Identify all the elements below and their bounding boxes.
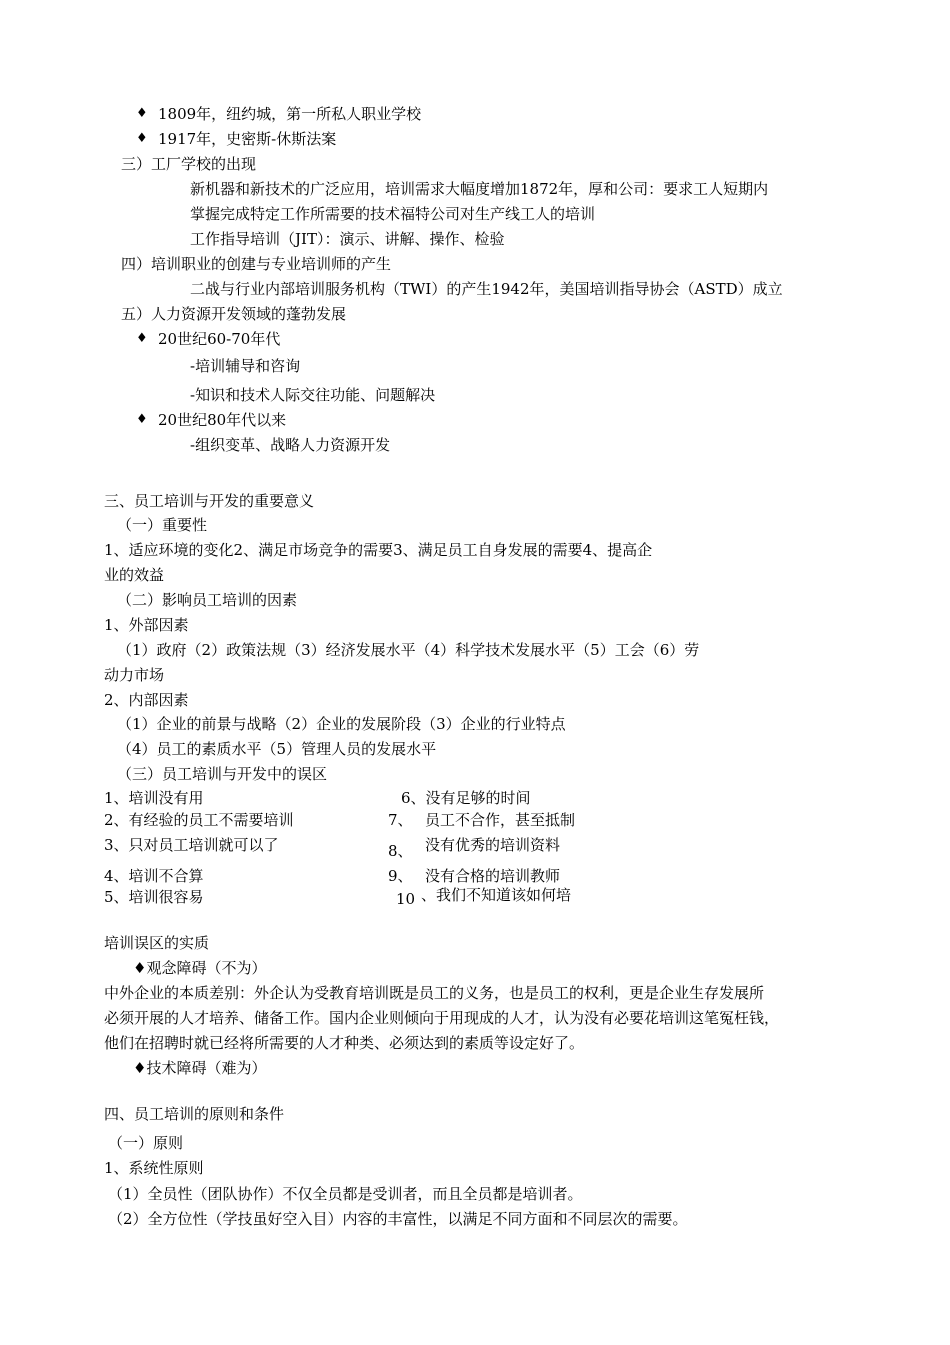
subheading-principles: （一）原则: [108, 1134, 184, 1152]
section-title: 三、员工培训与开发的重要意义: [104, 492, 315, 510]
item-internal-factors: 2、内部因素: [104, 691, 189, 709]
era-item-80s: 20世纪80年代以来: [158, 411, 287, 429]
paragraph-line: 1、适应环境的变化2、满足市场竞争的需要3、满足员工自身发展的需要4、提高企: [104, 541, 653, 559]
barrier-concept: ♦观念障碍（不为）: [133, 959, 267, 977]
misconception-item: 5、培训很容易: [104, 888, 204, 906]
bullet-icon: ♦: [136, 412, 148, 427]
misconception-item: 没有优秀的培训资料: [425, 836, 561, 854]
era-detail: -知识和技术人际交往功能、问题解决: [190, 386, 436, 404]
subheading-importance: （一）重要性: [117, 516, 208, 534]
paragraph-line: （4）员工的素质水平（5）管理人员的发展水平: [117, 740, 437, 758]
paragraph-line: 动力市场: [104, 666, 165, 684]
misconception-item: 1、培训没有用: [104, 789, 204, 807]
paragraph-line: 掌握完成特定工作所需要的技术福特公司对生产线工人的培训: [190, 205, 596, 223]
bullet-icon: ♦: [136, 331, 148, 346]
section-title: 四、员工培训的原则和条件: [104, 1105, 285, 1123]
misconception-item: 员工不合作，甚至抵制: [425, 811, 576, 829]
subheading-factors: （二）影响员工培训的因素: [117, 591, 298, 609]
era-detail: -培训辅导和咨询: [190, 357, 301, 375]
heading-hrd-development: 五）人力资源开发领域的蓬勃发展: [121, 305, 347, 323]
heading-trainer-profession: 四）培训职业的创建与专业培训师的产生: [121, 255, 392, 273]
paragraph-line: （1）政府（2）政策法规（3）经济发展水平（4）科学技术发展水平（5）工会（6）劳: [117, 641, 700, 659]
paragraph-line: 新机器和新技术的广泛应用，培训需求大幅度增加1872年，厚和公司：要求工人短期内: [190, 180, 769, 198]
misconception-number: 10: [396, 890, 416, 908]
barrier-technical: ♦技术障碍（难为）: [133, 1059, 267, 1077]
misconception-item: 、我们不知道该如何培: [421, 886, 572, 904]
misconception-item: 2、有经验的员工不需要培训: [104, 811, 294, 829]
history-item-1917: 1917年，史密斯-休斯法案: [158, 130, 337, 148]
era-detail: -组织变革、战略人力资源开发: [190, 436, 391, 454]
heading-factory-school: 三）工厂学校的出现: [121, 155, 257, 173]
paragraph-line: 业的效益: [104, 566, 165, 584]
paragraph-line: 工作指导培训（JIT）：演示、讲解、操作、检验: [190, 230, 505, 248]
misconception-item: 4、培训不合算: [104, 867, 204, 885]
bullet-icon: ♦: [136, 106, 148, 121]
misconception-number: 7、: [388, 811, 413, 829]
principle-item: 1、系统性原则: [104, 1159, 204, 1177]
misconception-number: 9、: [388, 867, 413, 885]
subheading-misconceptions: （三）员工培训与开发中的误区: [117, 765, 328, 783]
paragraph-line: 二战与行业内部培训服务机构（TWI）的产生1942年，美国培训指导协会（ASTD）成立: [190, 280, 783, 298]
heading-essence: 培训误区的实质: [104, 934, 210, 952]
misconception-number: 8、: [388, 842, 413, 860]
bullet-icon: ♦: [136, 131, 148, 146]
paragraph-line: 他们在招聘时就已经将所需要的人才种类、必须达到的素质等设定好了。: [104, 1034, 585, 1052]
paragraph-line: （2）全方位性（学技虽好空入目）内容的丰富性，以满足不同方面和不同层次的需要。: [108, 1210, 688, 1228]
paragraph-line: （1）企业的前景与战略（2）企业的发展阶段（3）企业的行业特点: [117, 715, 566, 733]
era-item-60s70s: 20世纪60-70年代: [158, 330, 281, 348]
item-external-factors: 1、外部因素: [104, 616, 189, 634]
paragraph-line: 必须开展的人才培养、储备工作。国内企业则倾向于用现成的人才，认为没有必要花培训这笔冤枉钱，: [104, 1009, 780, 1027]
misconception-item: 没有合格的培训教师: [425, 867, 561, 885]
paragraph-line: （1）全员性（团队协作）不仅全员都是受训者，而且全员都是培训者。: [108, 1185, 583, 1203]
history-item-1809: 1809年，纽约城，第一所私人职业学校: [158, 105, 422, 123]
misconception-item: 3、只对员工培训就可以了: [104, 836, 279, 854]
misconception-item: 6、没有足够的时间: [401, 789, 531, 807]
paragraph-line: 中外企业的本质差别：外企认为受教育培训既是员工的义务，也是员工的权利，更是企业生存发展所: [104, 984, 765, 1002]
